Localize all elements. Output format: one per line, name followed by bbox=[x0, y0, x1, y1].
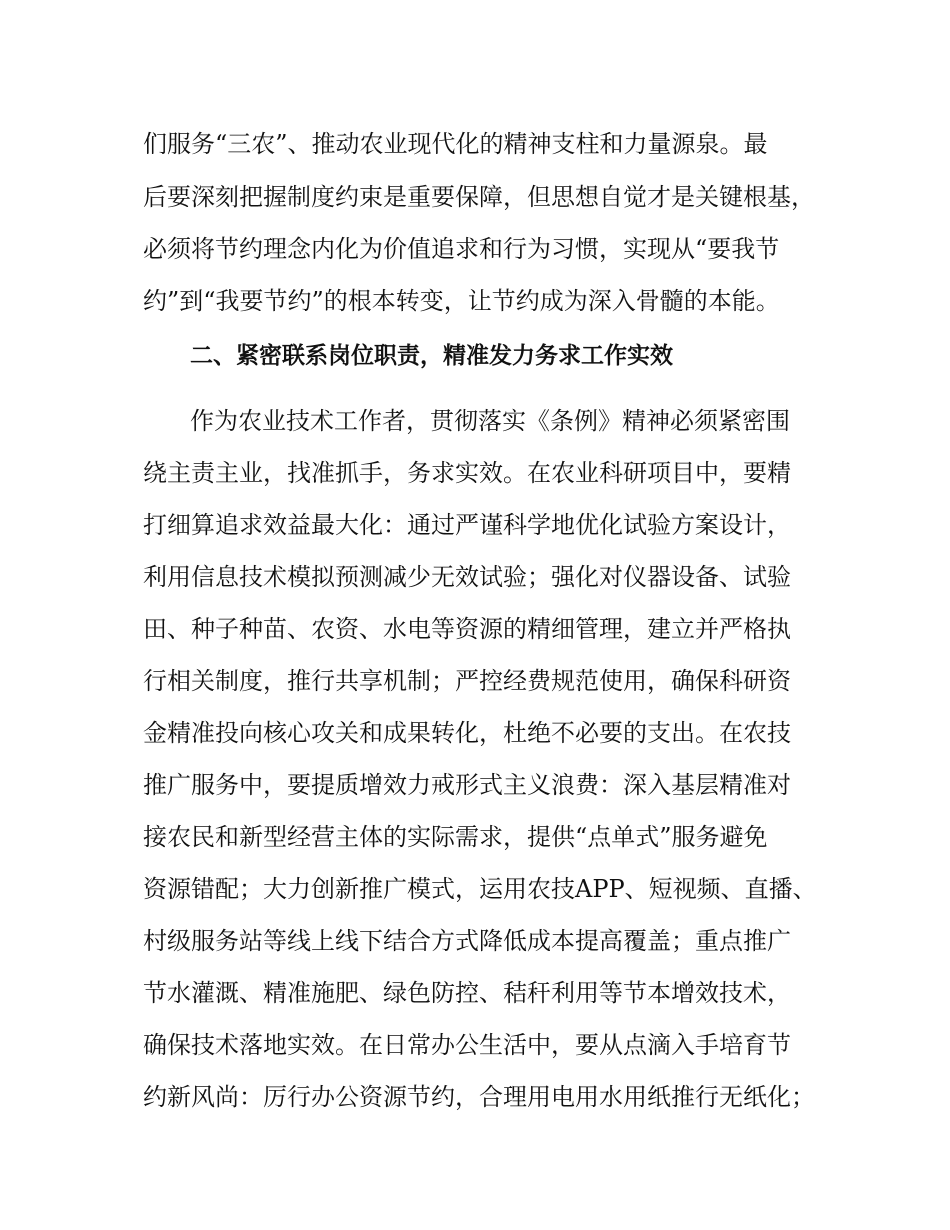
section-heading: 二、紧密联系岗位职责，精准发力务求工作实效 bbox=[190, 343, 673, 369]
paragraph-2-line-13: 确保技术落地实效。在日常办公生活中，要从点滴入手培育节 bbox=[143, 1031, 791, 1059]
paragraph-2-line-8: 推广服务中，要提质增效力戒形式主义浪费：深入基层精准对 bbox=[143, 771, 791, 799]
paragraph-1-line-3: 必须将节约理念内化为价值追求和行为习惯，实现从“要我节 bbox=[143, 235, 780, 263]
paragraph-2-line-6: 行相关制度，推行共享机制；严控经费规范使用，确保科研资 bbox=[143, 667, 791, 695]
paragraph-1-line-2: 后要深刻把握制度约束是重要保障，但思想自觉才是关键根基， bbox=[143, 183, 815, 211]
paragraph-2-line-5: 田、种子种苗、农资、水电等资源的精细管理，建立并严格执 bbox=[143, 615, 791, 643]
paragraph-2-line-12: 节水灌溉、精准施肥、绿色防控、秸秆利用等节本增效技术， bbox=[143, 979, 791, 1007]
paragraph-2-line-7: 金精准投向核心攻关和成果转化，杜绝不必要的支出。在农技 bbox=[143, 719, 791, 747]
paragraph-1-line-4: 约”到“我要节约”的根本转变，让节约成为深入骨髓的本能。 bbox=[143, 287, 780, 315]
paragraph-2-line-9: 接农民和新型经营主体的实际需求，提供“点单式”服务避免 bbox=[143, 823, 768, 851]
paragraph-2-line-3: 打细算追求效益最大化：通过严谨科学地优化试验方案设计， bbox=[143, 511, 791, 539]
paragraph-2-line-11: 村级服务站等线上线下结合方式降低成本提高覆盖；重点推广 bbox=[143, 927, 791, 955]
paragraph-1-line-1: 们服务“三农”、推动农业现代化的精神支柱和力量源泉。最 bbox=[143, 130, 768, 158]
paragraph-2-line-2: 绕主责主业，找准抓手，务求实效。在农业科研项目中，要精 bbox=[143, 459, 791, 487]
paragraph-2-line-1: 作为农业技术工作者，贯彻落实《条例》精神必须紧密围 bbox=[190, 407, 790, 435]
paragraph-2-line-10: 资源错配；大力创新推广模式，运用农技APP、短视频、直播、 bbox=[143, 875, 817, 903]
paragraph-2-line-4: 利用信息技术模拟预测减少无效试验；强化对仪器设备、试验 bbox=[143, 563, 791, 591]
paragraph-2-line-14: 约新风尚：厉行办公资源节约，合理用电用水用纸推行无纸化； bbox=[143, 1083, 815, 1111]
